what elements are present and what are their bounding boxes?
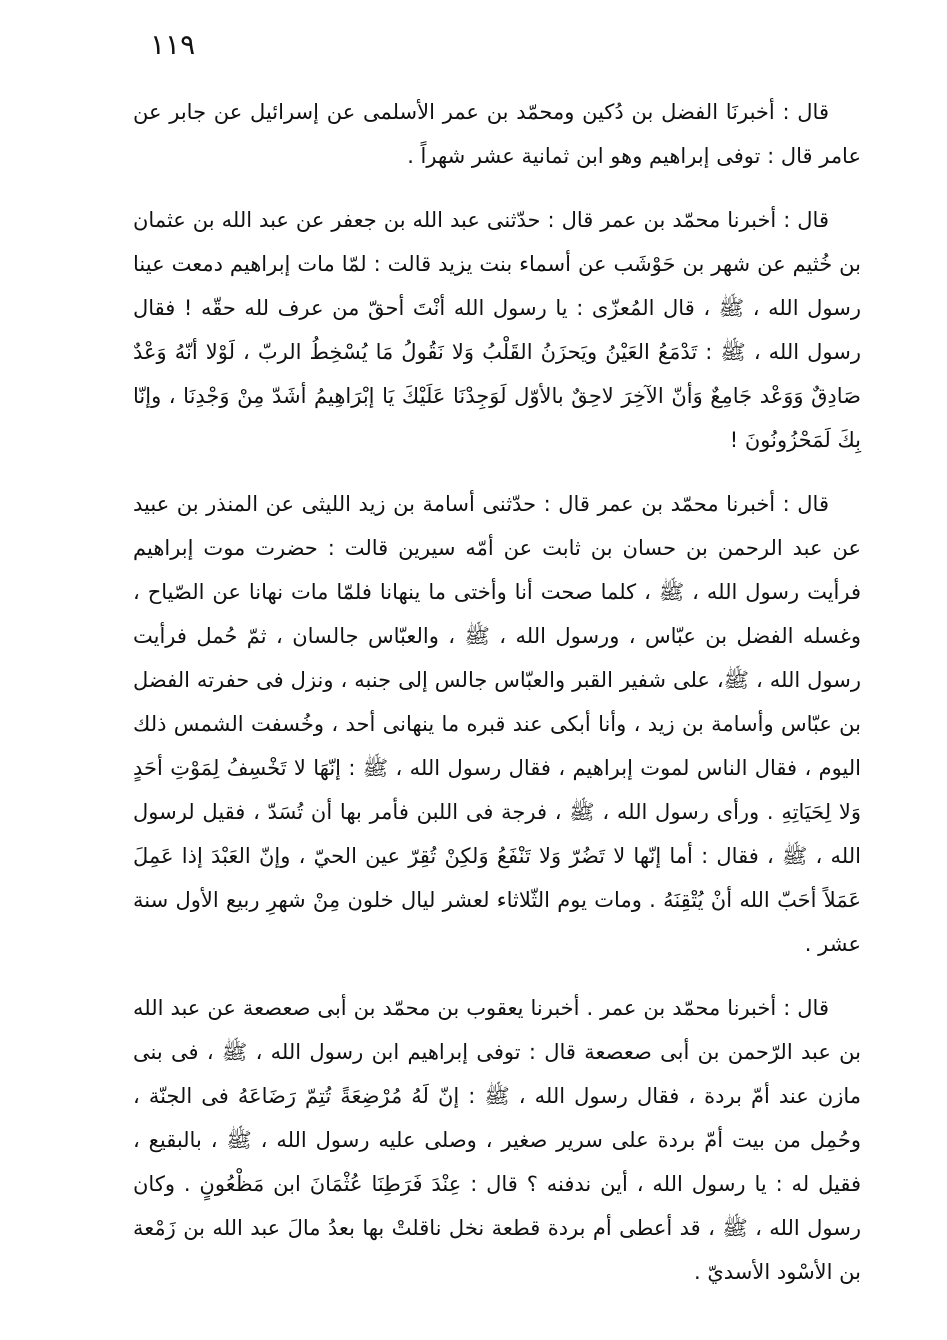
paragraph-1: قال : أخبرنَا الفضل بن دُكين ومحمّد بن عمر الأسلمى عن إسرائيل عن جابر عن عامر قال : توفى إبراهيم وهو ابن ثمانية عشر شهراً . [133,100,861,168]
paragraph-2: قال : أخبرنا محمّد بن عمر قال : حدّثنى عبد الله بن جعفر عن عبد الله بن عثمان بن خُثيم عن شهر بن حَوْشَب عن أسماء بنت يزيد قالت : لمّا مات إبراهيم دمعت عينا رسول الله ، ﷺ ، قال المُعزّى : يا رسول الله أنْتَ أحقّ من عرف لله حقّه ! فقال رسول الله ، ﷺ : تَدْمَعُ العَيْنُ ويَحزَنُ القَلْبُ وَلا نَقُولُ مَا يُسْخِطُ الربّ ، لَوْلا أنّهُ وَعْدٌ صَادِقٌ وَوَعْد جَامِعٌ وَأنّ الآخِرَ لاحِقٌ بالأوّل لَوَجِدْنَا عَلَيْكَ يَا إبْرَاهِيمُ أشَدّ مِنْ وَجْدِنَا ، وإنّا بِكَ لَمَحْزُونُونَ ! [133,208,861,452]
page-body [133,90,861,1314]
paragraph-4: قال : أخبرنا محمّد بن عمر . أخبرنا يعقوب بن محمّد بن أبى صعصعة عن عبد الله بن عبد الرّحمن بن أبى صعصعة قال : توفى إبراهيم ابن رسول الله ، ﷺ ، فى بنى مازن عند أمّ بردة ، فقال رسول الله ، ﷺ : إنّ لَهُ مُرْضِعَةً تُتِمّ رَضَاعَهُ فى الجنّة ، وحُمِل من بيت أمّ بردة على سرير صغير ، وصلى عليه رسول الله ، ﷺ ، بالبقيع ، فقيل له : يا رسول الله ، أين ندفنه ؟ قال : عِنْدَ فَرَطِنَا عُثْمَانَ ابن مَظْعُونٍ . وكان رسول الله ، ﷺ ، قد أعطى أم بردة قطعة نخل ناقلتْ بها بعدُ مالَ عبد الله بن زَمْعة بن الأسْود الأسديّ . [133,996,861,1284]
paragraph-3: قال : أخبرنا محمّد بن عمر قال : حدّثنى أسامة بن زيد الليثى عن المنذر بن عبيد عن عبد الرحمن بن حسان بن ثابت عن أمّه سيرين قالت : حضرت موت إبراهيم فرأيت رسول الله ، ﷺ ، كلما صحت أنا وأختى ما ينهانا فلمّا مات نهانا عن الصّياح ، وغسله الفضل بن عبّاس ، ورسول الله ، ﷺ ، والعبّاس جالسان ، ثمّ حُمل فرأيت رسول الله ، ﷺ، على شفير القبر والعبّاس جالس إلى جنبه ، ونزل فى حفرته الفضل بن عبّاس وأسامة بن زيد ، وأنا أبكى عند قبره ما ينهانى أحد ، وخُسفت الشمس ذلك اليوم ، فقال الناس لموت إبراهيم ، فقال رسول الله ، ﷺ : إنّهَا لا تَخْسِفُ لِمَوْتِ أحَدٍ وَلا لِحَيَاتِهِ . ورأى رسول الله ، ﷺ ، فرجة فى اللبن فأمر بها أن تُسَدّ ، فقيل لرسول الله ، ﷺ ، فقال : أما إنّها لا تَضُرّ وَلا تَنْفَعُ وَلكِنْ تُقِرّ عين الحيّ ، وإنّ العَبْدَ إذا عَمِلَ عَمَلاً أحَبّ الله أنْ يُتْقِنَهُ . ومات يوم الثّلاثاء لعشر ليال خلون مِنْ شهرِ ربيع الأول سنة عشر . [133,492,861,956]
page-number: ١١٩ [150,28,196,61]
